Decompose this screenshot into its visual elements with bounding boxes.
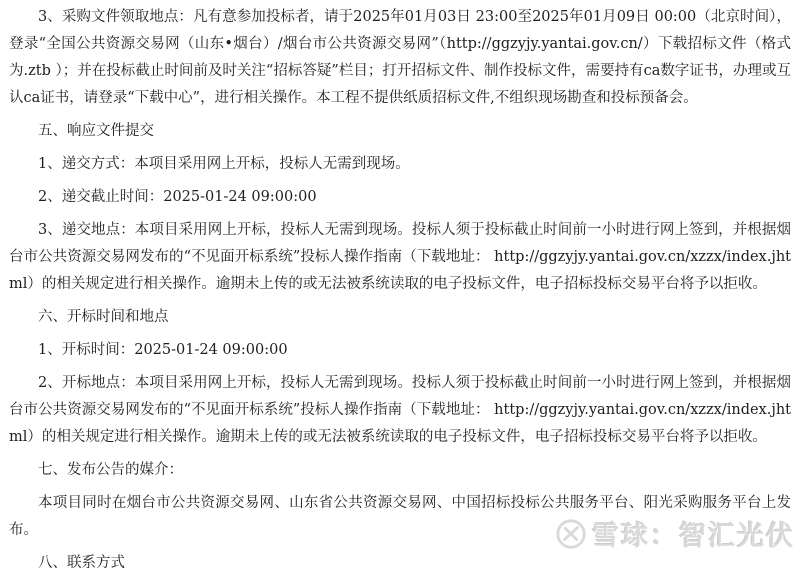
heading-section-7-announcement-media: 七、发布公告的媒介：: [38, 462, 183, 478]
heading-section-8-contact-info: 八、联系方式: [38, 555, 125, 571]
para-procurement-file-pickup: 3、采购文件领取地点：凡有意参加投标者，请于2025年01月03日 23:00至2025年01月09日 00:00（北京时间），登录“全国公共资源交易网（山东•烟台）/烟台市公共资源交易网”（http://ggzyjy.yantai.gov.cn/）下载招标文件（格式为.ztb ）；并在投标截止时间前及时关注“招标答疑”栏目；打开招标文件、制作投标文件，需要持有ca数字证书，办理或互认ca证书，请登录“下载中心”，进行相关操作。本工程不提供纸质招标文件,不组织现场勘查和投标预备会。: [9, 9, 791, 106]
para-submission-deadline: 2、递交截止时间：2025-01-24 09:00:00: [38, 189, 317, 205]
heading-section-5-response-submission: 五、响应文件提交: [38, 123, 154, 139]
watermark-text: 雪球：智汇光伏: [592, 521, 795, 552]
heading-section-6-bid-opening: 六、开标时间和地点: [38, 309, 169, 325]
para-announcement-platforms: 本项目同时在烟台市公共资源交易网、山东省公共资源交易网、中国招标投标公共服务平台、阳光采购服务平台上发布。: [9, 495, 791, 538]
para-bid-opening-time: 1、开标时间：2025-01-24 09:00:00: [38, 342, 288, 358]
para-submission-location: 3、递交地点：本项目采用网上开标，投标人无需到现场。投标人须于投标截止时间前一小时进行网上签到，并根据烟台市公共资源交易网发布的“不见面开标系统”投标人操作指南（下载地址： http://ggzyjy.yantai.gov.cn/xzzx/index.jhtml）的相关规定进行相关操作。逾期未上传的或无法被系统读取的电子投标文件，电子招标投标交易平台将予以拒收。: [9, 222, 791, 292]
para-submission-method: 1、递交方式：本项目采用网上开标，投标人无需到现场。: [38, 156, 410, 172]
para-bid-opening-location: 2、开标地点：本项目采用网上开标，投标人无需到现场。投标人须于投标截止时间前一小时进行网上签到，并根据烟台市公共资源交易网发布的“不见面开标系统”投标人操作指南（下载地址： http://ggzyjy.yantai.gov.cn/xzzx/index.jhtml）的相关规定进行相关操作。逾期未上传的或无法被系统读取的电子投标文件，电子招标投标交易平台将予以拒收。: [9, 375, 791, 445]
